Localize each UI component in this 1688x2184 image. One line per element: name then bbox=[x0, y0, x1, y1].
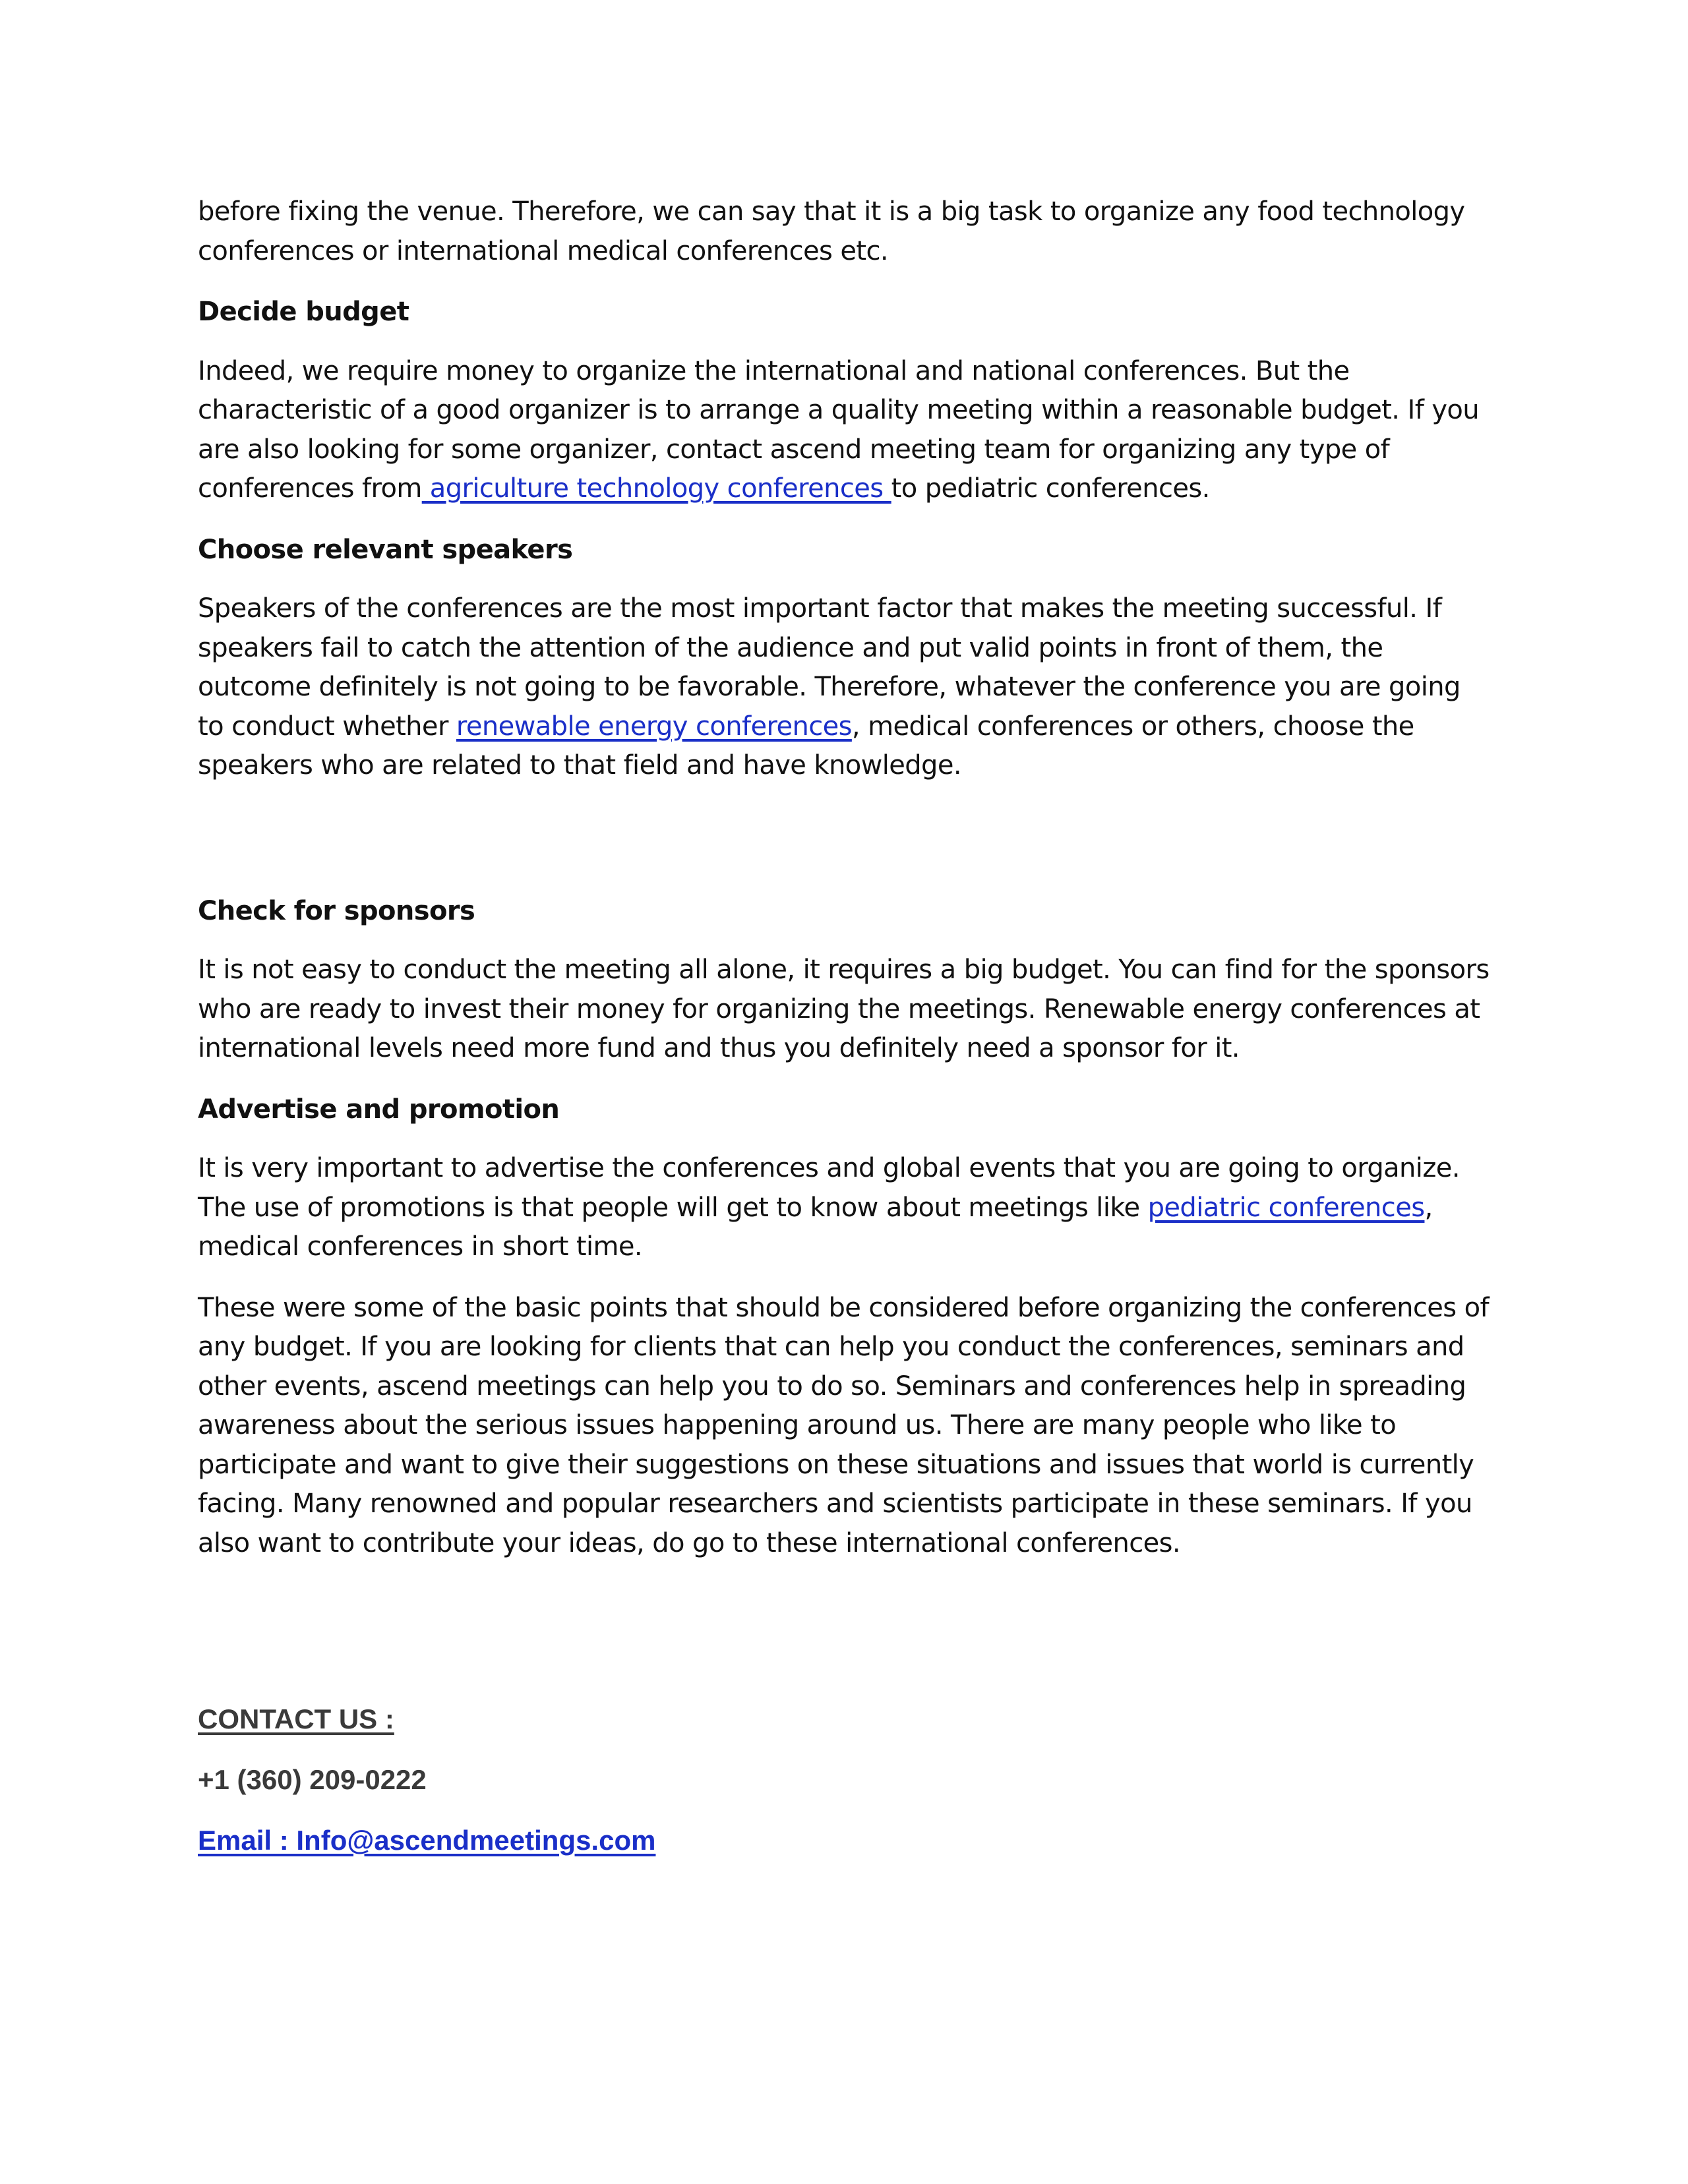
renewable-energy-conferences-link[interactable]: renewable energy conferences bbox=[456, 711, 852, 742]
sponsors-text: It is not easy to conduct the meeting all alone, it requires a big budget. You can find for the sponsors who are ready to invest their money for organizing the meetings. Renewable energy conferences at international levels need more fund and thus you definitely need a sponsor for it. bbox=[198, 955, 1490, 1063]
advertise-text-after: , medical conferences in short time. bbox=[198, 1192, 1433, 1262]
budget-paragraph bbox=[198, 352, 1490, 509]
sponsors-paragraph bbox=[198, 951, 1490, 1069]
agriculture-technology-conferences-link[interactable]: agriculture technology conferences bbox=[421, 473, 891, 504]
advertise-text-before: It is very important to advertise the conferences and global events that you are going to organize. The use of promotions is that people will get to know about meetings like bbox=[198, 1153, 1460, 1223]
contact-email-link[interactable]: Email : Info@ascendmeetings.com bbox=[198, 1825, 656, 1856]
pediatric-conferences-link[interactable]: pediatric conferences bbox=[1147, 1192, 1425, 1223]
contact-phone: +1 (360) 209-0222 bbox=[198, 1764, 427, 1795]
heading-decide-budget: Decide budget bbox=[198, 297, 409, 327]
heading-advertise-promotion: Advertise and promotion bbox=[198, 1094, 560, 1125]
speakers-text-before: Speakers of the conferences are the most important factor that makes the meeting successful. If speakers fail to catch the attention of the audience and put valid points in front of them, the outcome definitely is not going to be favorable. Therefore, whatever the conference you are going to conduct whether bbox=[198, 593, 1461, 742]
speakers-text-after: , medical conferences or others, choose the speakers who are related to that field and have knowledge. bbox=[198, 711, 1414, 781]
contact-section bbox=[198, 1702, 655, 1858]
contact-us-heading: CONTACT US : bbox=[198, 1703, 394, 1734]
heading-check-sponsors: Check for sponsors bbox=[198, 895, 475, 926]
advertise-paragraph bbox=[198, 1149, 1490, 1267]
heading-choose-speakers: Choose relevant speakers bbox=[198, 534, 573, 565]
intro-paragraph bbox=[198, 192, 1490, 271]
conclusion-paragraph bbox=[198, 1289, 1490, 1564]
speakers-paragraph bbox=[198, 589, 1490, 786]
budget-text-before: Indeed, we require money to organize the international and national conferences. But the characteristic of a good organizer is to arrange a quality meeting within a reasonable budget. If you are also looking for some organizer, contact ascend meeting team for organizing any type of conferences from bbox=[198, 355, 1480, 504]
budget-text-after: to pediatric conferences. bbox=[891, 473, 1210, 504]
document-body bbox=[198, 192, 1490, 1585]
intro-text: before fixing the venue. Therefore, we can say that it is a big task to organize any food technology conferences or international medical conferences etc. bbox=[198, 196, 1465, 266]
blank-spacer bbox=[198, 808, 1490, 892]
conclusion-text: These were some of the basic points that should be considered before organizing the conferences of any budget. If you are looking for clients that can help you conduct the conferences, seminars and other events, ascend meetings can help you to do so. Seminars and conferences help in spreading awareness about the serious issues happening around us. There are many people who like to participate and want to give their suggestions on these situations and issues that world is currently facing. Many renowned and popular researchers and scientists participate in these seminars. If you also want to contribute your ideas, do go to these international conferences. bbox=[198, 1292, 1489, 1558]
